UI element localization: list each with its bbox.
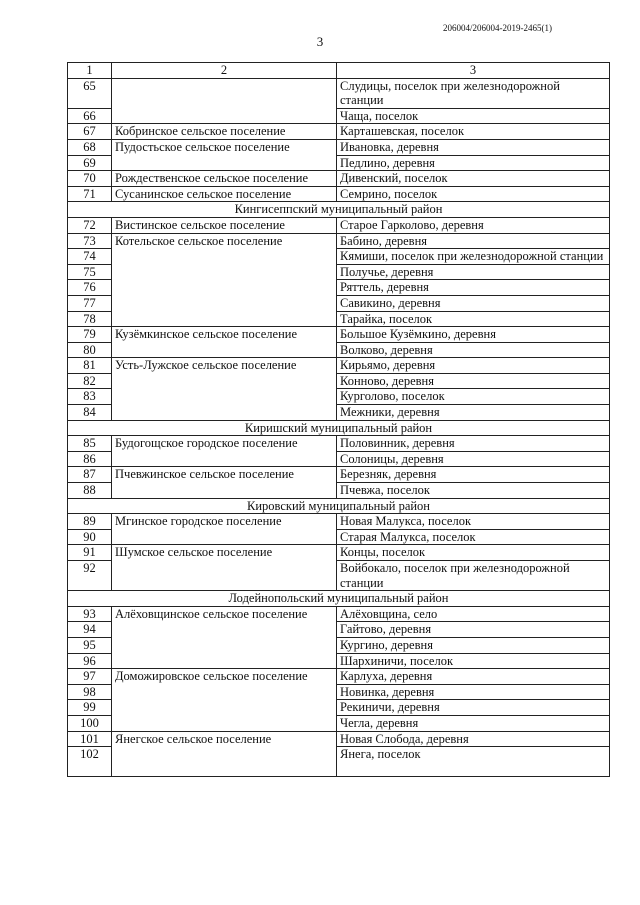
place-cell: Тарайка, поселок xyxy=(337,311,610,327)
place-cell: Старая Малукса, поселок xyxy=(337,529,610,545)
settlement-cell: Кузёмкинское сельское поселение xyxy=(112,327,337,358)
district-heading: Киришский муниципальный район xyxy=(68,420,610,436)
place-cell: Половинник, деревня xyxy=(337,436,610,452)
settlement-cell: Котельское сельское поселение xyxy=(112,233,337,327)
table-row xyxy=(68,217,610,233)
row-number: 79 xyxy=(68,327,112,343)
place-cell: Курголово, поселок xyxy=(337,389,610,405)
settlement-cell: Янегское сельское поселение xyxy=(112,731,337,777)
table-header-row xyxy=(68,63,610,79)
table-row xyxy=(68,731,610,747)
table-row xyxy=(68,606,610,622)
row-number: 78 xyxy=(68,311,112,327)
place-cell: Карташевская, поселок xyxy=(337,124,610,140)
place-cell: Савикино, деревня xyxy=(337,295,610,311)
document-id: 206004/206004-2019-2465(1) xyxy=(443,23,552,33)
row-number: 85 xyxy=(68,436,112,452)
table-row xyxy=(68,233,610,249)
place-cell: Новая Малукса, поселок xyxy=(337,514,610,530)
row-number: 69 xyxy=(68,155,112,171)
table-row xyxy=(68,514,610,530)
table-row xyxy=(68,327,610,343)
place-cell: Новая Слобода, деревня xyxy=(337,731,610,747)
row-number: 72 xyxy=(68,217,112,233)
settlement-cell: Сусанинское сельское поселение xyxy=(112,186,337,202)
place-cell: Ряттель, деревня xyxy=(337,280,610,296)
place-cell: Пчевжа, поселок xyxy=(337,483,610,499)
row-number: 87 xyxy=(68,467,112,483)
row-number: 102 xyxy=(68,747,112,777)
row-number: 75 xyxy=(68,264,112,280)
row-number: 93 xyxy=(68,606,112,622)
place-cell: Войбокало, поселок при железнодорожной станции xyxy=(337,561,610,591)
place-cell: Чаща, поселок xyxy=(337,108,610,124)
column-header: 3 xyxy=(337,63,610,79)
settlement-cell: Доможировское сельское поселение xyxy=(112,669,337,731)
place-cell: Янега, поселок xyxy=(337,747,610,777)
place-cell: Гайтово, деревня xyxy=(337,622,610,638)
place-cell: Большое Кузёмкино, деревня xyxy=(337,327,610,343)
settlement-cell: Кобринское сельское поселение xyxy=(112,124,337,140)
row-number: 89 xyxy=(68,514,112,530)
place-cell: Карлуха, деревня xyxy=(337,669,610,685)
place-cell: Березняк, деревня xyxy=(337,467,610,483)
place-cell: Дивенский, поселок xyxy=(337,171,610,187)
row-number: 94 xyxy=(68,622,112,638)
row-number: 101 xyxy=(68,731,112,747)
place-cell: Волково, деревня xyxy=(337,342,610,358)
row-number: 91 xyxy=(68,545,112,561)
settlements-table xyxy=(67,62,610,777)
place-cell: Шархиничи, поселок xyxy=(337,653,610,669)
place-cell: Чегла, деревня xyxy=(337,715,610,731)
place-cell: Получье, деревня xyxy=(337,264,610,280)
settlement-cell xyxy=(112,78,337,124)
row-number: 100 xyxy=(68,715,112,731)
row-number: 68 xyxy=(68,139,112,155)
place-cell: Педлино, деревня xyxy=(337,155,610,171)
district-heading: Лодейнопольский муниципальный район xyxy=(68,591,610,607)
row-number: 71 xyxy=(68,186,112,202)
district-row xyxy=(68,420,610,436)
row-number: 98 xyxy=(68,684,112,700)
table-row xyxy=(68,124,610,140)
row-number: 80 xyxy=(68,342,112,358)
place-cell: Алёховщина, село xyxy=(337,606,610,622)
row-number: 84 xyxy=(68,405,112,421)
row-number: 82 xyxy=(68,373,112,389)
table-row xyxy=(68,171,610,187)
settlement-cell: Будогощское городское поселение xyxy=(112,436,337,467)
district-row xyxy=(68,202,610,218)
table-row xyxy=(68,467,610,483)
place-cell: Старое Гарколово, деревня xyxy=(337,217,610,233)
settlement-cell: Алёховщинское сельское поселение xyxy=(112,606,337,668)
place-cell: Межники, деревня xyxy=(337,405,610,421)
row-number: 66 xyxy=(68,108,112,124)
table-row xyxy=(68,139,610,155)
settlement-cell: Пудостьское сельское поселение xyxy=(112,139,337,170)
settlement-cell: Пчевжинское сельское поселение xyxy=(112,467,337,498)
settlement-cell: Мгинское городское поселение xyxy=(112,514,337,545)
place-cell: Семрино, поселок xyxy=(337,186,610,202)
settlement-cell: Рождественское сельское поселение xyxy=(112,171,337,187)
row-number: 83 xyxy=(68,389,112,405)
place-cell: Слудицы, поселок при железнодорожной станции xyxy=(337,78,610,108)
table-row xyxy=(68,436,610,452)
row-number: 70 xyxy=(68,171,112,187)
place-cell: Кямиши, поселок при железнодорожной станции xyxy=(337,249,610,265)
place-cell: Кургино, деревня xyxy=(337,637,610,653)
district-heading: Кировский муниципальный район xyxy=(68,498,610,514)
row-number: 74 xyxy=(68,249,112,265)
table-row xyxy=(68,669,610,685)
row-number: 65 xyxy=(68,78,112,108)
row-number: 99 xyxy=(68,700,112,716)
row-number: 92 xyxy=(68,561,112,591)
row-number: 90 xyxy=(68,529,112,545)
settlement-cell: Усть-Лужское сельское поселение xyxy=(112,358,337,420)
place-cell: Кирьямо, деревня xyxy=(337,358,610,374)
table-row xyxy=(68,545,610,561)
row-number: 88 xyxy=(68,483,112,499)
place-cell: Конново, деревня xyxy=(337,373,610,389)
row-number: 67 xyxy=(68,124,112,140)
row-number: 77 xyxy=(68,295,112,311)
row-number: 95 xyxy=(68,637,112,653)
place-cell: Концы, поселок xyxy=(337,545,610,561)
district-row xyxy=(68,498,610,514)
row-number: 73 xyxy=(68,233,112,249)
place-cell: Рекиничи, деревня xyxy=(337,700,610,716)
row-number: 96 xyxy=(68,653,112,669)
column-header: 1 xyxy=(68,63,112,79)
place-cell: Новинка, деревня xyxy=(337,684,610,700)
row-number: 76 xyxy=(68,280,112,296)
place-cell: Бабино, деревня xyxy=(337,233,610,249)
district-heading: Кингисеппский муниципальный район xyxy=(68,202,610,218)
row-number: 97 xyxy=(68,669,112,685)
place-cell: Ивановка, деревня xyxy=(337,139,610,155)
settlement-cell: Вистинское сельское поселение xyxy=(112,217,337,233)
row-number: 86 xyxy=(68,451,112,467)
table-row xyxy=(68,358,610,374)
place-cell: Солоницы, деревня xyxy=(337,451,610,467)
table-row xyxy=(68,78,610,108)
settlement-cell: Шумское сельское поселение xyxy=(112,545,337,591)
column-header: 2 xyxy=(112,63,337,79)
district-row xyxy=(68,591,610,607)
row-number: 81 xyxy=(68,358,112,374)
table-row xyxy=(68,186,610,202)
page-number: 3 xyxy=(316,34,324,49)
